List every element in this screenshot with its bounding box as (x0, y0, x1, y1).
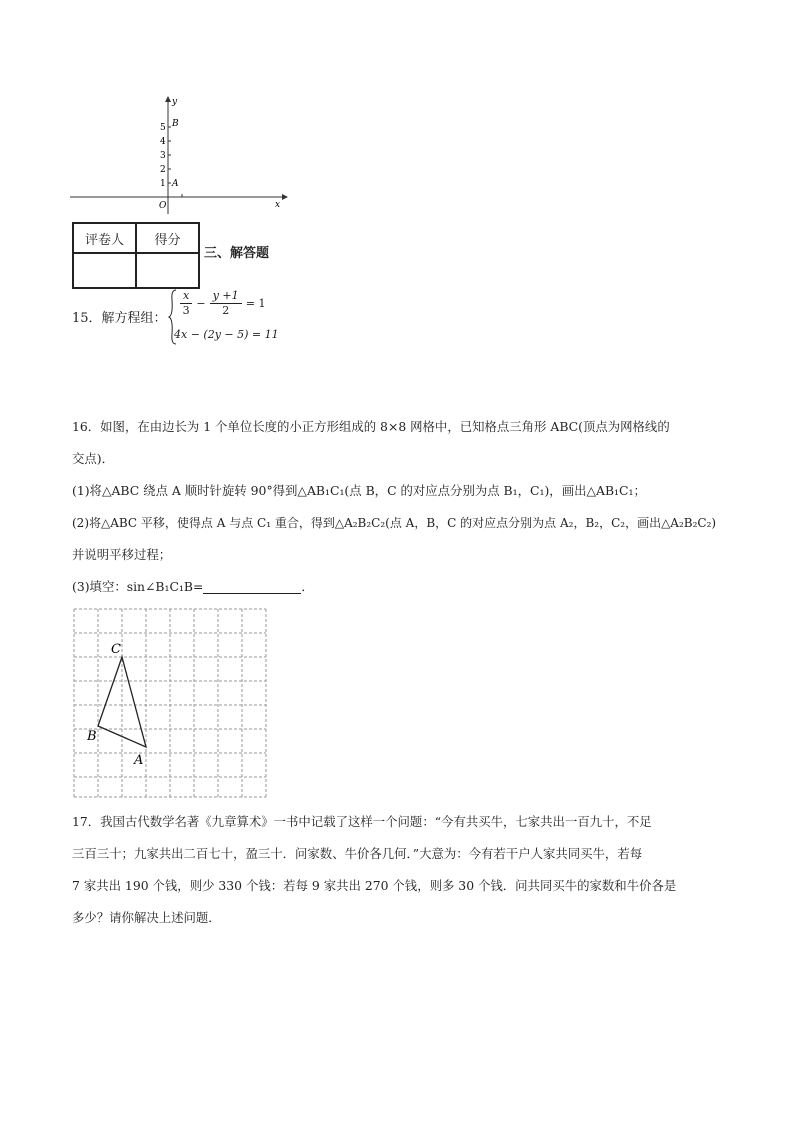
eq1-rhs: = 1 (245, 297, 266, 310)
eq1-numerator-x: x (180, 289, 192, 304)
point-a-label: A (172, 179, 179, 189)
q17-line-4: 多少？请你解决上述问题． (72, 910, 221, 925)
vertex-c-label: C (111, 642, 121, 657)
vertex-a-label: A (134, 753, 144, 768)
point-b-label: B (172, 119, 179, 129)
q16-part-3 (72, 581, 314, 594)
eq1-numerator-y: y +1 (210, 289, 242, 304)
tick-label-4: 4 (160, 137, 166, 147)
y-axis-label: y (172, 97, 178, 107)
eq1-minus: − (196, 297, 206, 310)
q16-part-2: (2)将△ABC 平移，使得点 A 与点 C₁ 重合，得到△A₂B₂C₂(点 A，B，C 的对应点分别为点 A₂，B₂，C₂，画出△A₂B₂C₂) (72, 516, 717, 530)
eq1-denominator-2: 2 (222, 304, 230, 317)
q15-equation-1 (180, 289, 266, 318)
y-axis-arrow-icon (165, 96, 171, 102)
q17-line-1: 17．我国古代数学名著《九章算术》一书中记载了这样一个问题：“今有共买牛，七家共出一百九十，不足 (72, 814, 652, 829)
origin-label: O (159, 201, 167, 211)
x-axis-arrow-icon (282, 194, 288, 200)
q16-line-2: 交点)． (72, 451, 115, 466)
q16-part-3-end: ． (301, 579, 314, 594)
q17-line-3: 7 家共出 190 个钱，则少 330 个钱：若每 9 家共出 270 个钱，则多 30 个钱．问共同买牛的家数和牛价各是 (72, 878, 677, 893)
q16-part-1: (1)将△ABC 绕点 A 顺时针旋转 90°得到△AB₁C₁(点 B，C 的对应点分别为点 B₁，C₁)，画出△AB₁C₁； (72, 483, 646, 498)
answer-blank (203, 581, 301, 594)
tick-label-1: 1 (160, 179, 166, 189)
score-table (72, 222, 200, 289)
q15-equation-2: 4x − (2y − 5) = 11 (174, 328, 279, 341)
tick-label-3: 3 (160, 151, 166, 161)
grid-figure (70, 605, 270, 801)
score-table-header-grader: 评卷人 (73, 223, 136, 253)
q16-part-2-cont: 并说明平移过程； (72, 547, 172, 562)
q16-part-3-text: (3)填空：sin∠B₁C₁B= (72, 579, 204, 594)
tick-label-5: 5 (160, 123, 166, 133)
x-axis-label: x (275, 200, 281, 210)
section-title: 三、解答题 (204, 246, 270, 261)
coordinate-graph (60, 92, 300, 220)
q17-line-2: 三百三十；九家共出二百七十，盈三十．问家数、牛价各几何．”大意为：今有若干户人家共同买牛，若每 (72, 846, 643, 861)
score-table-header-score: 得分 (136, 223, 199, 253)
q15-label: 15．解方程组： (72, 311, 167, 326)
grader-cell (73, 253, 136, 288)
eq1-denominator-3: 3 (182, 304, 190, 317)
grid-lines (74, 609, 266, 797)
score-cell (136, 253, 199, 288)
vertex-b-label: B (87, 729, 97, 744)
q16-line-1: 16．如图，在由边长为 1 个单位长度的小正方形组成的 8×8 网格中，已知格点三角形 ABC(顶点为网格线的 (72, 419, 670, 434)
tick-label-2: 2 (160, 165, 166, 175)
